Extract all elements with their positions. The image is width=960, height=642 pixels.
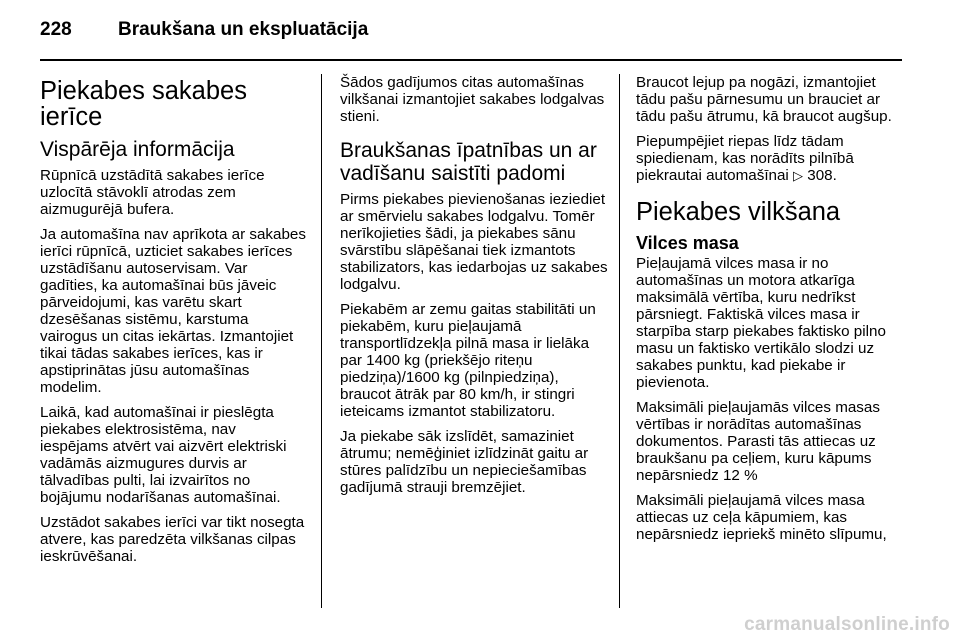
paragraph: Rūpnīcā uzstādītā sakabes ierīce uzlocītā stāvoklī atrodas zem aizmugurējā bufera.	[40, 167, 265, 218]
column-3	[636, 74, 904, 543]
paragraph: Maksimāli pieļaujamā vilces masa attiecas uz ceļa kāpumiem, kas nepārsniedz iepriekš minēto slīpumu,	[636, 492, 887, 543]
section-subtitle: Vispārēja informācija	[40, 138, 235, 161]
section-heading: Braukšanas īpatnības un ar vadīšanu saistīti padomi	[340, 139, 597, 185]
page-number: 228	[40, 19, 72, 40]
column-divider	[321, 74, 322, 608]
column-1	[40, 74, 308, 565]
paragraph: Piekabēm ar zemu gaitas stabilitāti un piekabēm, kuru pieļaujamā transportlīdzekļa pilnā masa ir lielāka par 1400 kg (priekšējo riteņu piedziņa)/1600 kg (pilnpiedziņa), braucot ātrāk par 80 km/h, ir stingri ieteicams izmantot stabilizatoru.	[340, 301, 596, 420]
paragraph: Ja automašīna nav aprīkota ar sakabes ierīci rūpnīcā, uzticiet sakabes ierīces uzstādīšanu autoservisam. Var gadīties, ka automašīnai būs jāveic pārveidojumi, kas varētu skart dzesēšanas sistēmu, karstuma vairogus un citas iekārtas. Izmantojiet tikai tādas sakabes ierīces, kas ir apstiprinātas jūsu automašīnas modelim.	[40, 226, 306, 396]
column-2	[340, 74, 608, 496]
paragraph: Uzstādot sakabes ierīci var tikt nosegta atvere, kas paredzēta vilkšanas cilpas ieskrūvēšanai.	[40, 514, 305, 565]
chapter-title: Braukšana un ekspluatācija	[118, 19, 369, 40]
paragraph	[636, 133, 904, 185]
section-title: Piekabes vilkšana	[636, 198, 841, 226]
paragraph: Braucot lejup pa nogāzi, izmantojiet tādu pašu pārnesumu un brauciet ar tādu pašu ātrumu, kā braucot augšup.	[636, 74, 892, 125]
paragraph: Ja piekabe sāk izslīdēt, samaziniet ātrumu; nemēģiniet izlīdzināt gaitu ar stūres palīdzību un nepieciešamības gadījumā strauji bremzējiet.	[340, 428, 589, 496]
paragraph-text: Piepumpējiet riepas līdz tādam spiedienam, kas norādīts pilnībā piekrautai automašīnai	[636, 133, 854, 184]
paragraph: Šādos gadījumos citas automašīnas vilkšanai izmantojiet sakabes lodgalvas stieni.	[340, 74, 605, 125]
subsection-heading: Vilces masa	[636, 233, 739, 253]
paragraph: Pirms piekabes pievienošanas ieziediet ar smērvielu sakabes lodgalvu. Tomēr nerīkojieties šādi, ja piekabes sānu svārstību slāpēšanai tiek izmantots stabilizators, kas iedarbojas uz sakabes lodgalvu.	[340, 191, 608, 293]
paragraph: Maksimāli pieļaujamās vilces masas vērtības ir norādītas automašīnas dokumentos. Parasti tās attiecas uz braukšanu pa ceļiem, kuru kāpums nepārsniedz 12 %	[636, 399, 880, 484]
paragraph: Laikā, kad automašīnai ir pieslēgta piekabes elektrosistēma, nav iespējams atvērt vai aizvērt elektriski vadāmās aizmugures durvis ar tālvadības pulti, lai izvairītos no bojājumu nodarīšanas automašīnai.	[40, 404, 287, 506]
watermark: carmanualsonline.info	[744, 614, 950, 635]
section-title: Piekabes sakabes ierīce	[40, 77, 247, 131]
header-rule	[40, 59, 902, 61]
page-reference-link[interactable]: 308.	[807, 167, 837, 184]
paragraph: Pieļaujamā vilces masa ir no automašīnas un motora atkarīga maksimālā vērtība, kuru nedrīkst pārsniegt. Faktiskā vilces masa ir starpība starp piekabes faktisko pilno masu un faktisko vertikālo slodzi uz sakabes punktu, kad piekabe ir pievienota.	[636, 255, 886, 391]
column-divider	[619, 74, 620, 608]
page-reference-icon: ▷	[793, 169, 804, 184]
